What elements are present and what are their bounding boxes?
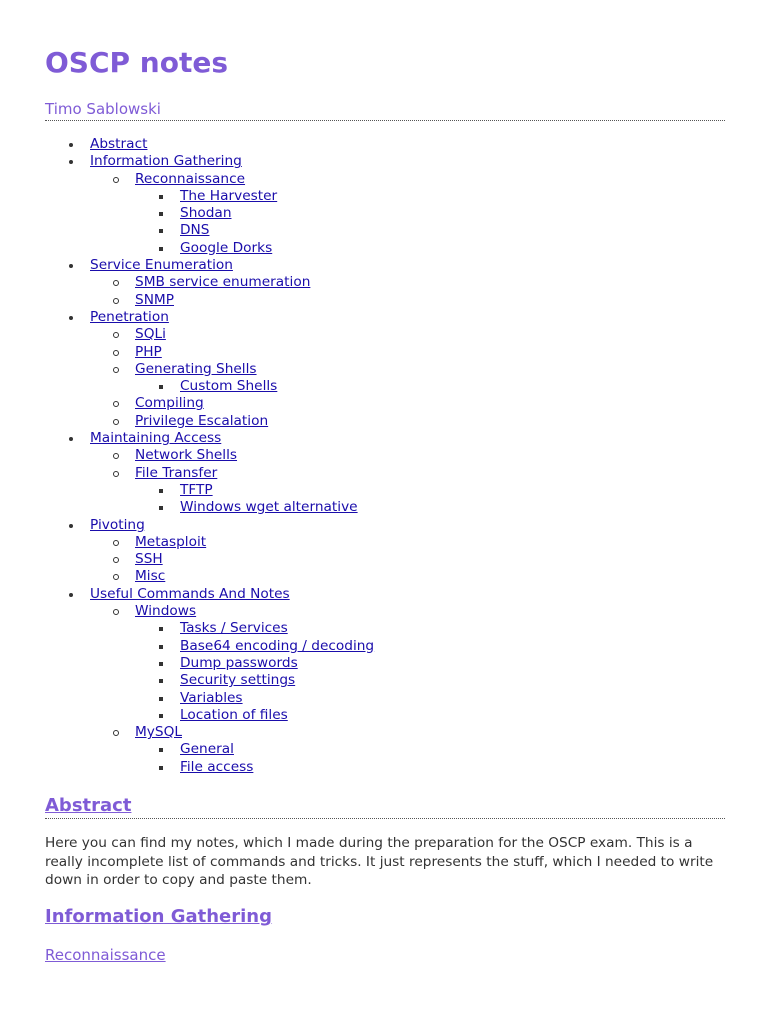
toc-link-security-settings[interactable]: Security settings — [180, 672, 296, 689]
toc-item-maintaining-access — [45, 430, 374, 516]
toc-link-windows-wget-alternative[interactable]: Windows wget alternative — [180, 499, 358, 516]
toc-link-windows[interactable]: Windows — [135, 603, 197, 620]
toc-link-google-dorks[interactable]: Google Dorks — [180, 239, 273, 256]
toc-link-smb-service-enumeration[interactable]: SMB service enumeration — [135, 274, 311, 291]
toc-item-tftp — [135, 482, 374, 499]
circle-bullet-icon — [110, 361, 122, 378]
toc-item-abstract — [45, 136, 374, 153]
toc-link-misc[interactable]: Misc — [135, 568, 166, 585]
toc-item-information-gathering — [45, 153, 374, 257]
disc-bullet-icon — [65, 586, 77, 603]
toc-sublist — [90, 603, 374, 776]
toc-item-misc — [90, 568, 374, 585]
toc-item-snmp — [90, 292, 374, 309]
square-bullet-icon — [155, 222, 167, 239]
square-bullet-icon — [155, 378, 167, 395]
reconnaissance-heading-link[interactable]: Reconnaissance — [45, 946, 166, 964]
toc-sublist — [90, 447, 374, 516]
toc-item-php — [90, 344, 374, 361]
circle-bullet-icon — [110, 603, 122, 620]
toc-link-metasploit[interactable]: Metasploit — [135, 533, 207, 550]
page-title: OSCP notes — [45, 46, 228, 79]
disc-bullet-icon — [65, 136, 77, 153]
author-name: Timo Sablowski — [45, 99, 725, 121]
toc-sublist — [90, 534, 374, 586]
disc-bullet-icon — [65, 153, 77, 170]
toc-item-dump-passwords — [135, 655, 374, 672]
toc-sublist — [135, 378, 374, 395]
toc-link-file-access[interactable]: File access — [180, 758, 254, 775]
toc-item-dns — [135, 222, 374, 239]
toc-sublist — [90, 171, 374, 257]
toc-link-tftp[interactable]: TFTP — [180, 481, 213, 498]
toc-link-dump-passwords[interactable]: Dump passwords — [180, 654, 298, 671]
toc-link-file-transfer[interactable]: File Transfer — [135, 464, 218, 481]
square-bullet-icon — [155, 690, 167, 707]
toc-link-pivoting[interactable]: Pivoting — [90, 516, 145, 533]
toc-link-tasks-services[interactable]: Tasks / Services — [180, 620, 288, 637]
square-bullet-icon — [155, 499, 167, 516]
disc-bullet-icon — [65, 517, 77, 534]
square-bullet-icon — [155, 672, 167, 689]
circle-bullet-icon — [110, 395, 122, 412]
toc-item-privilege-escalation — [90, 413, 374, 430]
toc-item-custom-shells — [135, 378, 374, 395]
abstract-paragraph: Here you can find my notes, which I made during the preparation for the OSCP exam. This is a really incomplete list of commands and tricks. It just represents the stuff, which I needed to write down in order to copy and paste them. — [45, 835, 714, 888]
toc-item-mysql — [90, 724, 374, 776]
toc-item-windows — [90, 603, 374, 724]
circle-bullet-icon — [110, 344, 122, 361]
toc-link-maintaining-access[interactable]: Maintaining Access — [90, 430, 222, 447]
square-bullet-icon — [155, 638, 167, 655]
toc-link-information-gathering[interactable]: Information Gathering — [90, 153, 242, 170]
square-bullet-icon — [155, 482, 167, 499]
toc-item-tasks-services — [135, 620, 374, 637]
square-bullet-icon — [155, 620, 167, 637]
toc-item-pivoting — [45, 517, 374, 586]
toc-link-ssh[interactable]: SSH — [135, 551, 163, 568]
toc-item-location-of-files — [135, 707, 374, 724]
toc-link-snmp[interactable]: SNMP — [135, 291, 174, 308]
toc-item-windows-wget-alternative — [135, 499, 374, 516]
toc-sublist — [135, 741, 374, 776]
toc-item-variables — [135, 690, 374, 707]
toc-item-generating-shells — [90, 361, 374, 396]
square-bullet-icon — [155, 205, 167, 222]
circle-bullet-icon — [110, 413, 122, 430]
toc-item-penetration — [45, 309, 374, 430]
toc-item-file-access — [135, 759, 374, 776]
toc-item-reconnaissance — [90, 171, 374, 257]
toc-link-privilege-escalation[interactable]: Privilege Escalation — [135, 412, 269, 429]
circle-bullet-icon — [110, 534, 122, 551]
toc-link-abstract[interactable]: Abstract — [90, 136, 148, 152]
square-bullet-icon — [155, 759, 167, 776]
toc-link-network-shells[interactable]: Network Shells — [135, 447, 238, 464]
toc-item-shodan — [135, 205, 374, 222]
circle-bullet-icon — [110, 447, 122, 464]
toc-link-variables[interactable]: Variables — [180, 689, 243, 706]
toc-item-metasploit — [90, 534, 374, 551]
square-bullet-icon — [155, 240, 167, 257]
toc-link-mysql[interactable]: MySQL — [135, 724, 182, 741]
toc-item-file-transfer — [90, 465, 374, 517]
toc-sublist — [135, 620, 374, 724]
circle-bullet-icon — [110, 171, 122, 188]
toc-link-the-harvester[interactable]: The Harvester — [180, 187, 278, 204]
toc-item-ssh — [90, 551, 374, 568]
toc-link-compiling[interactable]: Compiling — [135, 395, 204, 412]
abstract-heading-link[interactable]: Abstract — [45, 795, 132, 816]
toc-link-service-enumeration[interactable]: Service Enumeration — [90, 257, 233, 274]
toc-link-shodan[interactable]: Shodan — [180, 205, 232, 222]
toc-link-general[interactable]: General — [180, 741, 234, 758]
circle-bullet-icon — [110, 326, 122, 343]
toc-link-useful-commands-and-notes[interactable]: Useful Commands And Notes — [90, 585, 290, 602]
circle-bullet-icon — [110, 465, 122, 482]
toc-link-reconnaissance[interactable]: Reconnaissance — [135, 170, 246, 187]
toc-item-sqli — [90, 326, 374, 343]
toc-link-penetration[interactable]: Penetration — [90, 308, 169, 325]
toc-item-network-shells — [90, 447, 374, 464]
toc-item-general — [135, 741, 374, 758]
square-bullet-icon — [155, 707, 167, 724]
circle-bullet-icon — [110, 724, 122, 741]
subsection-heading-reconnaissance — [45, 945, 166, 965]
toc-link-base64-encoding-decoding[interactable]: Base64 encoding / decoding — [180, 637, 375, 654]
toc-link-sqli[interactable]: SQLi — [135, 326, 166, 343]
toc-item-google-dorks — [135, 240, 374, 257]
toc-item-service-enumeration — [45, 257, 374, 309]
disc-bullet-icon — [65, 430, 77, 447]
table-of-contents — [45, 136, 374, 776]
toc-link-dns[interactable]: DNS — [180, 222, 210, 239]
section-heading-abstract — [45, 795, 725, 819]
toc-item-the-harvester — [135, 188, 374, 205]
section-heading-information-gathering — [45, 906, 725, 928]
toc-sublist — [90, 326, 374, 430]
toc-item-useful-commands-and-notes — [45, 586, 374, 776]
disc-bullet-icon — [65, 257, 77, 274]
circle-bullet-icon — [110, 292, 122, 309]
toc-link-generating-shells[interactable]: Generating Shells — [135, 360, 257, 377]
information-gathering-heading-link[interactable]: Information Gathering — [45, 906, 273, 927]
toc-item-compiling — [90, 395, 374, 412]
toc-sublist — [135, 482, 374, 517]
square-bullet-icon — [155, 741, 167, 758]
toc-link-php[interactable]: PHP — [135, 343, 162, 360]
disc-bullet-icon — [65, 309, 77, 326]
toc-item-base64-encoding-decoding — [135, 638, 374, 655]
toc-item-smb-service-enumeration — [90, 274, 374, 291]
toc-link-location-of-files[interactable]: Location of files — [180, 706, 288, 723]
circle-bullet-icon — [110, 551, 122, 568]
circle-bullet-icon — [110, 568, 122, 585]
toc-item-security-settings — [135, 672, 374, 689]
circle-bullet-icon — [110, 274, 122, 291]
toc-sublist — [135, 188, 374, 257]
toc-sublist — [90, 274, 374, 309]
square-bullet-icon — [155, 655, 167, 672]
toc-link-custom-shells[interactable]: Custom Shells — [180, 378, 278, 395]
square-bullet-icon — [155, 188, 167, 205]
